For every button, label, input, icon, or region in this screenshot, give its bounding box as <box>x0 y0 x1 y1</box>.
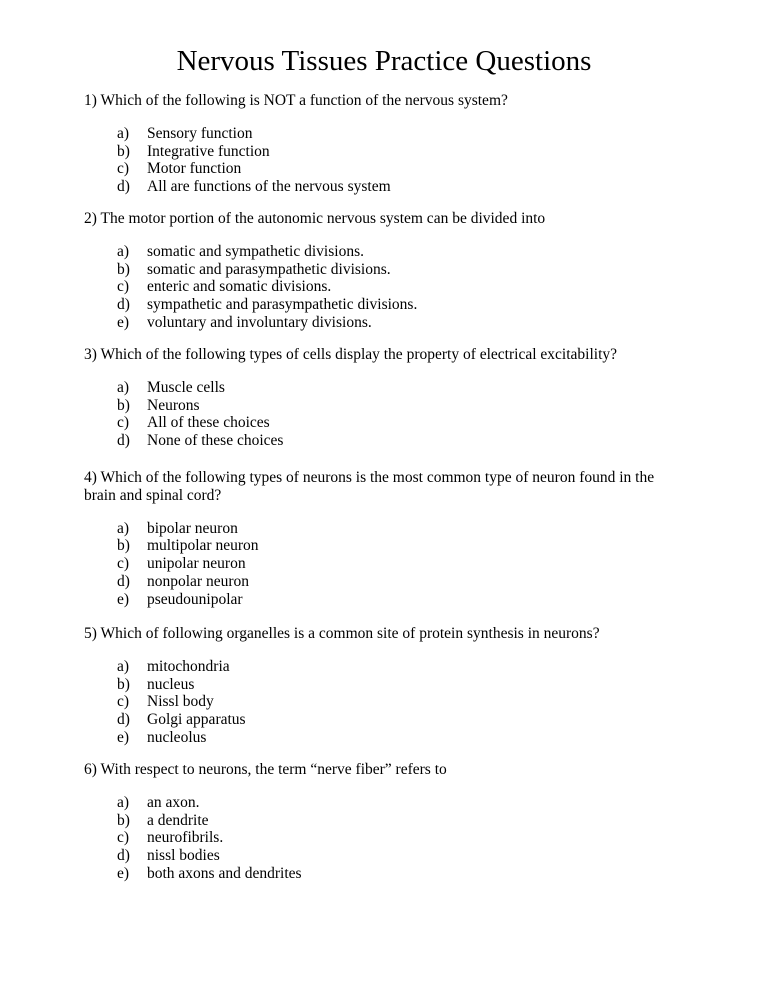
answer-options <box>84 520 684 609</box>
option-letter: b) <box>117 260 130 278</box>
answer-option <box>84 555 684 573</box>
option-letter: c) <box>117 555 130 573</box>
option-text: Motor function <box>147 160 242 178</box>
option-letter: d) <box>117 572 130 590</box>
option-letter: a) <box>117 378 130 396</box>
answer-option <box>84 693 684 711</box>
document-title: Nervous Tissues Practice Questions <box>176 45 592 77</box>
answer-option <box>84 658 684 676</box>
option-text: enteric and somatic divisions. <box>147 278 332 296</box>
answer-option <box>84 812 684 830</box>
option-text: None of these choices <box>147 432 284 450</box>
option-letter: a) <box>117 657 130 675</box>
option-text: a dendrite <box>147 811 209 829</box>
option-text: voluntary and involuntary divisions. <box>147 313 372 331</box>
question-text: 6) With respect to neurons, the term “nerve fiber” refers to <box>84 761 447 778</box>
option-letter: d) <box>117 178 130 196</box>
question-1 <box>84 92 684 196</box>
question-2 <box>84 210 684 332</box>
option-text: Nissl body <box>147 693 214 711</box>
answer-option <box>84 160 684 178</box>
answer-option <box>84 397 684 415</box>
answer-option <box>84 676 684 694</box>
option-letter: c) <box>117 829 130 847</box>
answer-option <box>84 414 684 432</box>
question-text: 4) Which of the following types of neurons is the most common type of neuron found in the brain and spinal cord? <box>84 469 655 504</box>
option-letter: b) <box>117 142 130 160</box>
option-text: Sensory function <box>147 124 253 142</box>
option-letter: e) <box>117 313 130 331</box>
answer-option <box>84 591 684 609</box>
option-letter: c) <box>117 278 130 296</box>
option-text: somatic and sympathetic divisions. <box>147 242 364 260</box>
option-text: multipolar neuron <box>147 537 259 555</box>
answer-option <box>84 178 684 196</box>
option-letter: b) <box>117 811 130 829</box>
option-letter: c) <box>117 414 130 432</box>
option-letter: e) <box>117 590 130 608</box>
answer-option <box>84 847 684 865</box>
option-text: nucleus <box>147 675 195 693</box>
option-text: Muscle cells <box>147 378 225 396</box>
option-text: mitochondria <box>147 657 230 675</box>
option-letter: c) <box>117 160 130 178</box>
answer-option <box>84 829 684 847</box>
option-text: bipolar neuron <box>147 519 238 537</box>
answer-option <box>84 261 684 279</box>
option-text: both axons and dendrites <box>147 864 302 882</box>
answer-option <box>84 296 684 314</box>
option-text: Integrative function <box>147 142 270 160</box>
answer-option <box>84 520 684 538</box>
answer-option <box>84 537 684 555</box>
option-text: Golgi apparatus <box>147 711 246 729</box>
option-letter: d) <box>117 432 130 450</box>
question-text: 2) The motor portion of the autonomic nervous system can be divided into <box>84 210 546 227</box>
option-letter: d) <box>117 296 130 314</box>
option-letter: a) <box>117 793 130 811</box>
option-letter: b) <box>117 675 130 693</box>
answer-option <box>84 314 684 332</box>
option-letter: b) <box>117 396 130 414</box>
answer-option <box>84 711 684 729</box>
answer-options <box>84 379 684 450</box>
answer-option <box>84 573 684 591</box>
answer-option <box>84 143 684 161</box>
answer-options <box>84 658 684 747</box>
answer-option <box>84 729 684 747</box>
option-text: somatic and parasympathetic divisions. <box>147 260 391 278</box>
option-text: Neurons <box>147 396 200 414</box>
option-letter: e) <box>117 728 130 746</box>
option-text: unipolar neuron <box>147 555 246 573</box>
option-text: All are functions of the nervous system <box>147 178 391 196</box>
question-4 <box>84 469 684 609</box>
answer-option <box>84 794 684 812</box>
answer-option <box>84 865 684 883</box>
option-text: sympathetic and parasympathetic divisions. <box>147 296 418 314</box>
option-text: nonpolar neuron <box>147 572 250 590</box>
option-letter: a) <box>117 242 130 260</box>
question-text: 5) Which of following organelles is a common site of protein synthesis in neurons? <box>84 625 600 642</box>
answer-option <box>84 125 684 143</box>
answer-option <box>84 379 684 397</box>
option-text: an axon. <box>147 793 200 811</box>
question-text: 3) Which of the following types of cells display the property of electrical excitability? <box>84 346 618 363</box>
answer-option <box>84 278 684 296</box>
option-letter: a) <box>117 124 130 142</box>
option-text: nissl bodies <box>147 847 220 865</box>
option-text: All of these choices <box>147 414 270 432</box>
option-letter: c) <box>117 693 130 711</box>
option-letter: b) <box>117 537 130 555</box>
question-text: 1) Which of the following is NOT a function of the nervous system? <box>84 92 508 109</box>
question-3 <box>84 346 684 450</box>
option-text: neurofibrils. <box>147 829 224 847</box>
option-text: pseudounipolar <box>147 590 243 608</box>
question-5 <box>84 625 684 747</box>
option-letter: d) <box>117 847 130 865</box>
question-6 <box>84 761 684 883</box>
option-letter: a) <box>117 519 130 537</box>
option-letter: d) <box>117 711 130 729</box>
answer-option <box>84 432 684 450</box>
option-letter: e) <box>117 864 130 882</box>
answer-options <box>84 243 684 332</box>
answer-options <box>84 125 684 196</box>
option-text: nucleolus <box>147 728 207 746</box>
answer-options <box>84 794 684 883</box>
answer-option <box>84 243 684 261</box>
